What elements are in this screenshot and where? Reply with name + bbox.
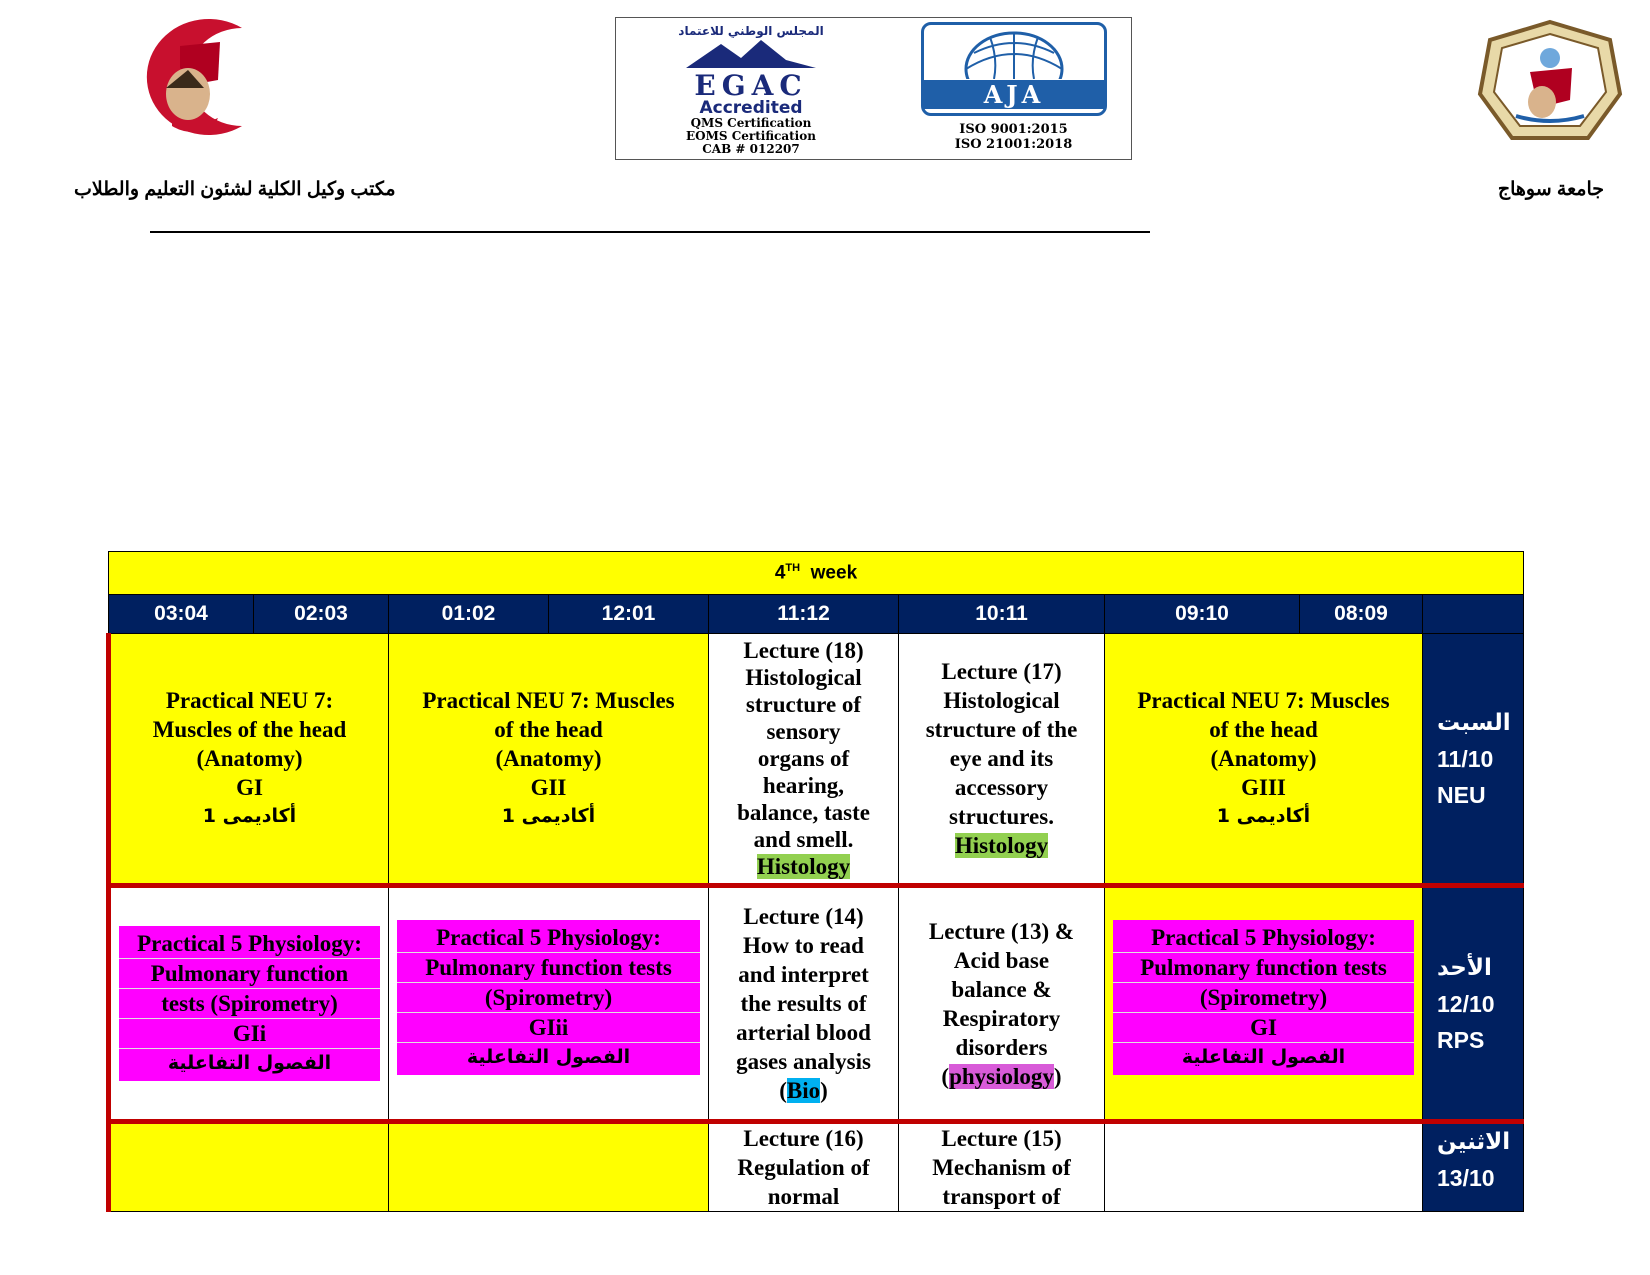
empty-slot: [109, 1122, 389, 1212]
week-header-row: [109, 552, 1524, 595]
time-slot: 03:04: [109, 595, 254, 634]
lecture-line: Mechanism of: [932, 1155, 1071, 1180]
day-date: 12/10: [1437, 990, 1495, 1017]
vice-dean-office-label: مكتب وكيل الكلية لشئون التعليم والطلاب: [74, 179, 396, 200]
lecture-line: balance &: [951, 976, 1052, 1002]
session-topic: of the head: [1209, 717, 1318, 742]
session-title: Practical 5 Physiology:: [1113, 923, 1414, 953]
week-word: week: [810, 562, 858, 584]
lecture-18-histology: [709, 634, 899, 886]
lecture-15: [899, 1122, 1105, 1212]
day-row-saturday: [109, 634, 1524, 886]
globe-icon: [954, 29, 1074, 79]
empty-slot: [389, 1122, 709, 1212]
day-name: الاثنين: [1437, 1129, 1511, 1155]
egac-arabic-text: المجلس الوطني للاعتماد: [678, 24, 824, 38]
iso-9001: ISO 9001:2015: [959, 122, 1068, 137]
aja-title: AJA: [924, 80, 1104, 109]
time-slot: 02:03: [254, 595, 389, 634]
session-hall: الفصول التفاعلية: [466, 1046, 631, 1068]
session-hall: أكاديمى 1: [501, 805, 596, 827]
egac-accredited: Accredited: [699, 98, 803, 118]
time-slot: 01:02: [389, 595, 549, 634]
session-topic: Pulmonary function: [119, 959, 380, 989]
lecture-title: Lecture (15): [941, 1126, 1062, 1151]
lecture-line: the results of: [740, 991, 867, 1016]
day-label-monday: [1423, 1122, 1524, 1212]
sohag-university-seal: [1476, 18, 1624, 148]
week-number: 4: [774, 562, 786, 584]
practical-physiology-giii-cell: [389, 886, 709, 1122]
department-tag: Histology: [954, 833, 1049, 858]
day-row-sunday: [109, 886, 1524, 1122]
lecture-line: gases analysis: [736, 1049, 871, 1074]
egac-logo: [626, 24, 876, 156]
day-header-blank: [1423, 595, 1524, 634]
session-group: GIii: [397, 1013, 700, 1043]
lecture-line: Respiratory: [942, 1005, 1061, 1031]
session-topic: of the head: [494, 717, 603, 742]
lecture-line: Regulation of: [737, 1155, 870, 1180]
day-name: الأحد: [1437, 954, 1492, 981]
lecture-line: Histological: [943, 688, 1060, 713]
lecture-line: accessory: [954, 775, 1049, 800]
session-subject: (Anatomy): [1210, 746, 1317, 771]
practical-physiology-gi: [1113, 920, 1414, 1075]
day-date: 11/10: [1437, 745, 1494, 772]
lecture-line: Acid base: [953, 947, 1050, 973]
lecture-17-histology: [899, 634, 1105, 886]
header-divider: [150, 231, 1150, 233]
lecture-line: transport of: [942, 1184, 1061, 1209]
session-subject: (Anatomy): [196, 746, 303, 771]
session-hall: أكاديمى 1: [202, 805, 297, 827]
practical-anatomy-gii: [389, 634, 709, 886]
lecture-line: structure of: [745, 692, 862, 717]
time-slot: 10:11: [899, 595, 1105, 634]
lecture-title: Lecture (14): [743, 904, 864, 929]
practical-anatomy-gi: [109, 634, 389, 886]
session-group: GI: [1113, 1013, 1414, 1043]
practical-physiology-gi-cell: [1105, 886, 1423, 1122]
accreditation-banner: [615, 17, 1132, 160]
iso-21001: ISO 21001:2018: [954, 137, 1073, 152]
egac-line-eoms: EOMS Certification: [686, 129, 816, 143]
lecture-line: and smell.: [753, 827, 854, 852]
session-hall: أكاديمى 1: [1216, 805, 1311, 827]
session-title: Practical NEU 7: Muscles: [1137, 688, 1390, 713]
session-subject: tests (Spirometry): [119, 989, 380, 1019]
lecture-13-physiology: Lecture (13) & Acid base balance & Respiratory disorders (physiology): [899, 886, 1105, 1122]
session-topic: Pulmonary function tests: [1113, 953, 1414, 983]
aja-logo: [921, 22, 1106, 152]
lecture-14-bio: Lecture (14) How to read and interpret the results of arterial blood gases analysis (Bio): [709, 886, 899, 1122]
lecture-line: balance, taste: [737, 800, 870, 825]
day-date: 13/10: [1437, 1165, 1495, 1191]
day-label-sunday: [1423, 886, 1524, 1122]
session-subject: (Anatomy): [495, 746, 602, 771]
egac-title: EGAC: [694, 69, 808, 102]
time-slots-row: [109, 595, 1524, 634]
lecture-line: structures.: [949, 804, 1054, 829]
day-name: السبت: [1437, 709, 1511, 736]
session-hall: الفصول التفاعلية: [1181, 1046, 1346, 1068]
session-group: GII: [530, 775, 567, 800]
time-slot: 09:10: [1105, 595, 1300, 634]
faculty-of-medicine-logo: [92, 18, 262, 136]
day-label-saturday: [1423, 634, 1524, 886]
session-title: Practical 5 Physiology:: [397, 923, 700, 953]
session-group: GIII: [1241, 775, 1286, 800]
practical-physiology-giii: [397, 920, 700, 1075]
lecture-line: How to read: [743, 933, 864, 958]
department-tag: Histology: [756, 854, 851, 879]
lecture-line: hearing,: [762, 773, 845, 798]
session-hall: الفصول التفاعلية: [167, 1052, 332, 1074]
lecture-title: Lecture (18): [743, 638, 864, 663]
egac-line-cab: CAB # 012207: [702, 142, 800, 156]
lecture-line: eye and its: [949, 746, 1054, 771]
week-title: [109, 552, 1524, 595]
weekly-schedule-table: [106, 551, 1524, 1212]
lecture-line: structure of the: [925, 717, 1078, 742]
session-topic: Muscles of the head: [152, 717, 347, 742]
module-code: RPS: [1437, 1026, 1485, 1053]
week-suffix: TH: [785, 561, 801, 574]
practical-anatomy-giii: [1105, 634, 1423, 886]
lecture-title: Lecture (17): [941, 659, 1062, 684]
lecture-line: normal: [767, 1184, 840, 1209]
empty-slot: [1105, 1122, 1423, 1212]
university-name: جامعة سوهاج: [1497, 179, 1604, 200]
module-code: NEU: [1437, 781, 1486, 808]
lecture-line: organs of: [757, 746, 850, 771]
day-row-monday: [109, 1122, 1524, 1212]
session-group: GI: [236, 775, 263, 800]
practical-physiology-gii-cell: [109, 886, 389, 1122]
time-slot: 12:01: [549, 595, 709, 634]
session-title: Practical 5 Physiology:: [119, 929, 380, 959]
lecture-line: sensory: [766, 719, 841, 744]
practical-physiology-gii: [119, 926, 380, 1081]
lecture-line: disorders: [955, 1034, 1048, 1060]
mountain-icon: [686, 38, 816, 68]
lecture-title: Lecture (16): [743, 1126, 864, 1151]
time-slot: 08:09: [1300, 595, 1423, 634]
session-subject: (Spirometry): [397, 983, 700, 1013]
lecture-title: Lecture (13) &: [928, 918, 1075, 944]
session-subject: (Spirometry): [1113, 983, 1414, 1013]
session-title: Practical NEU 7:: [165, 688, 334, 713]
session-topic: Pulmonary function tests: [397, 953, 700, 983]
egac-line-qms: QMS Certification: [690, 116, 812, 130]
department-tag: Bio: [786, 1078, 821, 1103]
session-group: GIi: [119, 1019, 380, 1049]
session-title: Practical NEU 7: Muscles: [422, 688, 675, 713]
department-tag: physiology: [949, 1063, 1054, 1089]
lecture-line: arterial blood: [736, 1020, 871, 1045]
lecture-line: and interpret: [738, 962, 869, 987]
time-slot: 11:12: [709, 595, 899, 634]
lecture-line: Histological: [745, 665, 862, 690]
lecture-16: [709, 1122, 899, 1212]
